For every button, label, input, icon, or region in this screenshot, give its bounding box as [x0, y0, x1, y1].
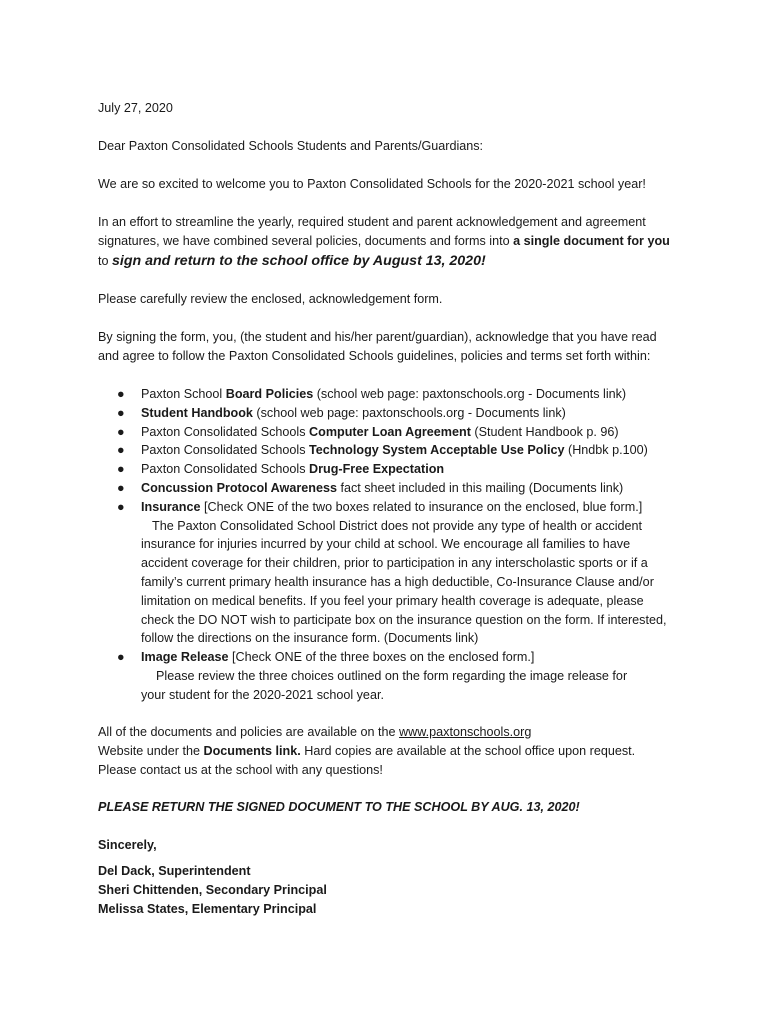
bullet-icon: ● — [117, 424, 125, 439]
streamline-line-3: to sign and return to the school office by August 13, 2020! — [98, 253, 486, 269]
availability-paragraph — [98, 723, 718, 780]
streamline-line-1: In an effort to streamline the yearly, required student and parent acknowledgement and agreement — [98, 215, 646, 229]
list-item: ● Paxton Consolidated Schools Drug-Free Expectation — [98, 460, 718, 479]
list-item: ● Paxton Consolidated Schools Technology System Acceptable Use Policy (Hndbk p.100) — [98, 441, 718, 460]
salutation: Dear Paxton Consolidated Schools Students and Parents/Guardians: — [98, 139, 484, 153]
availability-line-2: Website under the Documents link. Hard copies are available at the school office upon request. — [98, 744, 636, 758]
bullet-icon: ● — [117, 462, 125, 477]
bullet-icon: ● — [117, 650, 125, 665]
insurance-line: family’s current primary health insurance has a high deductible, Co-Insurance Clause and/or — [141, 574, 654, 589]
signature-superintendent: Del Dack, Superintendent — [98, 864, 251, 878]
signing-line-2: and agree to follow the Paxton Consolidated Schools guidelines, policies and terms set forth within: — [98, 349, 651, 363]
policy-list — [98, 385, 718, 705]
insurance-line: check the DO NOT wish to participate box on the insurance question on the form. If interested, — [141, 612, 667, 627]
availability-line-3: Please contact us at the school with any questions! — [98, 763, 383, 777]
signing-paragraph — [98, 328, 718, 366]
letter-date: July 27, 2020 — [98, 101, 173, 115]
review-paragraph: Please carefully review the enclosed, acknowledgement form. — [98, 292, 443, 306]
insurance-line: insurance for injuries incurred by your child at school. We encourage all families to have — [141, 537, 631, 552]
bullet-icon: ● — [117, 499, 125, 514]
bullet-icon: ● — [117, 443, 125, 458]
website-link[interactable]: www.paxtonschools.org — [399, 725, 532, 739]
list-item-insurance: ● Insurance [Check ONE of the two boxes related to insurance on the enclosed, blue form.] The Paxton Consolidated School District does not provide any type of health or accident insurance for injuries incurred by your child at school. We encourage all families to have accident coverage for their children, prior to participation in any interscholastic sports or if a family’s current primary health insurance has a high deductible, Co-Insurance Clause and/or limitation on medical benefits. If you feel your primary health coverage is adequate, please check the DO NOT wish to participate box on the insurance question on the form. If interested, follow the directions on the insurance form. (Documents link) — [98, 498, 718, 648]
image-release-line: Please review the three choices outlined on the form regarding the image release for — [156, 668, 628, 683]
streamline-line-2: signatures, we have combined several policies, documents and forms into a single document for you — [98, 234, 670, 248]
insurance-line: follow the directions on the insurance form. (Documents link) — [141, 631, 479, 646]
list-item: ● Student Handbook (school web page: paxtonschools.org - Documents link) — [98, 404, 718, 423]
bullet-icon: ● — [117, 387, 125, 401]
welcome-paragraph: We are so excited to welcome you to Paxton Consolidated Schools for the 2020-2021 school year! — [98, 177, 646, 191]
signature-secondary-principal: Sheri Chittenden, Secondary Principal — [98, 883, 327, 897]
insurance-line: The Paxton Consolidated School District does not provide any type of health or accident — [152, 518, 643, 533]
closing: Sincerely, — [98, 838, 157, 852]
insurance-line: accident coverage for their children, prior to participation in any interscholastic sports or if a — [141, 556, 648, 571]
list-item-image-release: ● Image Release [Check ONE of the three boxes on the enclosed form.] Please review the three choices outlined on the form regarding the image release for your student for the 2020-2021 school year. — [98, 648, 718, 704]
sign-return-deadline: sign and return to the school office by August 13, 2020! — [112, 253, 486, 269]
signature-elementary-principal: Melissa States, Elementary Principal — [98, 902, 317, 916]
bullet-icon: ● — [117, 405, 125, 420]
image-release-line: your student for the 2020-2021 school year. — [141, 687, 384, 702]
list-item: ● Paxton School Board Policies (school web page: paxtonschools.org - Documents link) — [98, 385, 718, 404]
bullet-icon: ● — [117, 480, 125, 495]
signature-block — [98, 862, 718, 919]
return-notice: PLEASE RETURN THE SIGNED DOCUMENT TO THE SCHOOL BY AUG. 13, 2020! — [98, 800, 580, 814]
insurance-line: limitation on medical benefits. If you feel your primary health coverage is adequate, please — [141, 593, 644, 608]
list-item: ● Concussion Protocol Awareness fact sheet included in this mailing (Documents link) — [98, 479, 718, 498]
single-document-emphasis: a single document for you — [513, 234, 670, 248]
availability-line-1: All of the documents and policies are available on the www.paxtonschools.org — [98, 725, 532, 739]
list-item: ● Paxton Consolidated Schools Computer Loan Agreement (Student Handbook p. 96) — [98, 423, 718, 442]
streamline-paragraph — [98, 213, 718, 272]
signing-line-1: By signing the form, you, (the student and his/her parent/guardian), acknowledge that you have read — [98, 330, 657, 344]
